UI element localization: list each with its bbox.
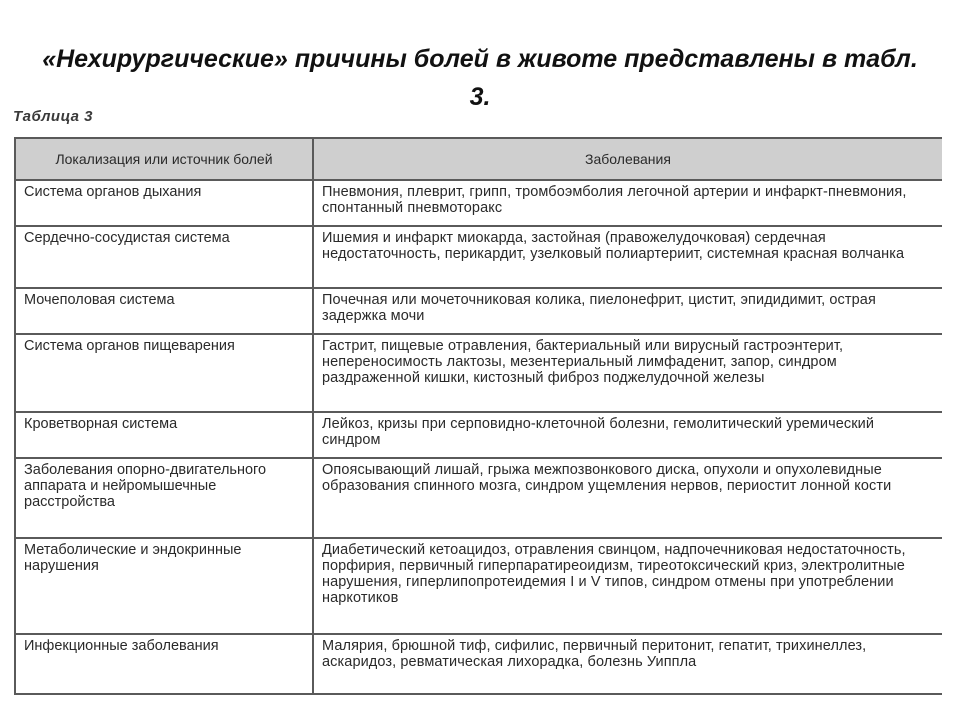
row-localization: Кроветворная система [15,412,313,458]
row-diseases: Диабетический кетоацидоз, отравления свинцом, надпочечниковая недостаточность, порфирия, первичный гиперпаратиреоидизм, тиреотоксический криз, электролитные нарушения, гиперлипопротеидемия I и V типов, синдром отмены при употреблении наркотиков [313,538,942,634]
table-row [15,334,942,412]
table-row [15,180,942,226]
row-localization: Инфекционные заболевания [15,634,313,694]
table-row [15,634,942,694]
row-localization: Метаболические и эндокринные нарушения [15,538,313,634]
row-diseases: Гастрит, пищевые отравления, бактериальный или вирусный гастроэнтерит, непереносимость лактозы, мезентериальный лимфаденит, запор, синдром раздраженной кишки, кистозный фиброз поджелудочной железы [313,334,942,412]
table-row [15,288,942,334]
table-row [15,538,942,634]
row-localization: Мочеполовая система [15,288,313,334]
row-localization: Система органов пищеварения [15,334,313,412]
table-caption: Таблица 3 [13,108,93,125]
causes-table [14,137,942,695]
row-localization: Сердечно-сосудистая система [15,226,313,288]
row-localization: Система органов дыхания [15,180,313,226]
row-diseases: Опоясывающий лишай, грыжа межпозвонкового диска, опухоли и опухолевидные образования спинного мозга, синдром ущемления нервов, периостит лонной кости [313,458,942,538]
table-row [15,458,942,538]
row-diseases: Пневмония, плеврит, грипп, тромбоэмболия легочной артерии и инфаркт-пневмония, спонтанный пневмоторакс [313,180,942,226]
row-diseases: Почечная или мочеточниковая колика, пиелонефрит, цистит, эпидидимит, острая задержка мочи [313,288,942,334]
table-container [14,137,942,707]
header-localization: Локализация или источник болей [15,138,313,180]
row-localization: Заболевания опорно-двигательного аппарата и нейромышечные расстройства [15,458,313,538]
row-diseases: Лейкоз, кризы при серповидно-клеточной болезни, гемолитический уремический синдром [313,412,942,458]
table-header-row [15,138,942,180]
table-row [15,412,942,458]
slide-title: «Нехирургические» причины болей в животе представлены в табл. 3. [42,45,918,111]
header-diseases: Заболевания [313,138,942,180]
row-diseases: Ишемия и инфаркт миокарда, застойная (правожелудочковая) сердечная недостаточность, перикардит, узелковый полиартериит, системная красная волчанка [313,226,942,288]
table-row [15,226,942,288]
row-diseases: Малярия, брюшной тиф, сифилис, первичный перитонит, гепатит, трихинеллез, аскаридоз, ревматическая лихорадка, болезнь Уиппла [313,634,942,694]
